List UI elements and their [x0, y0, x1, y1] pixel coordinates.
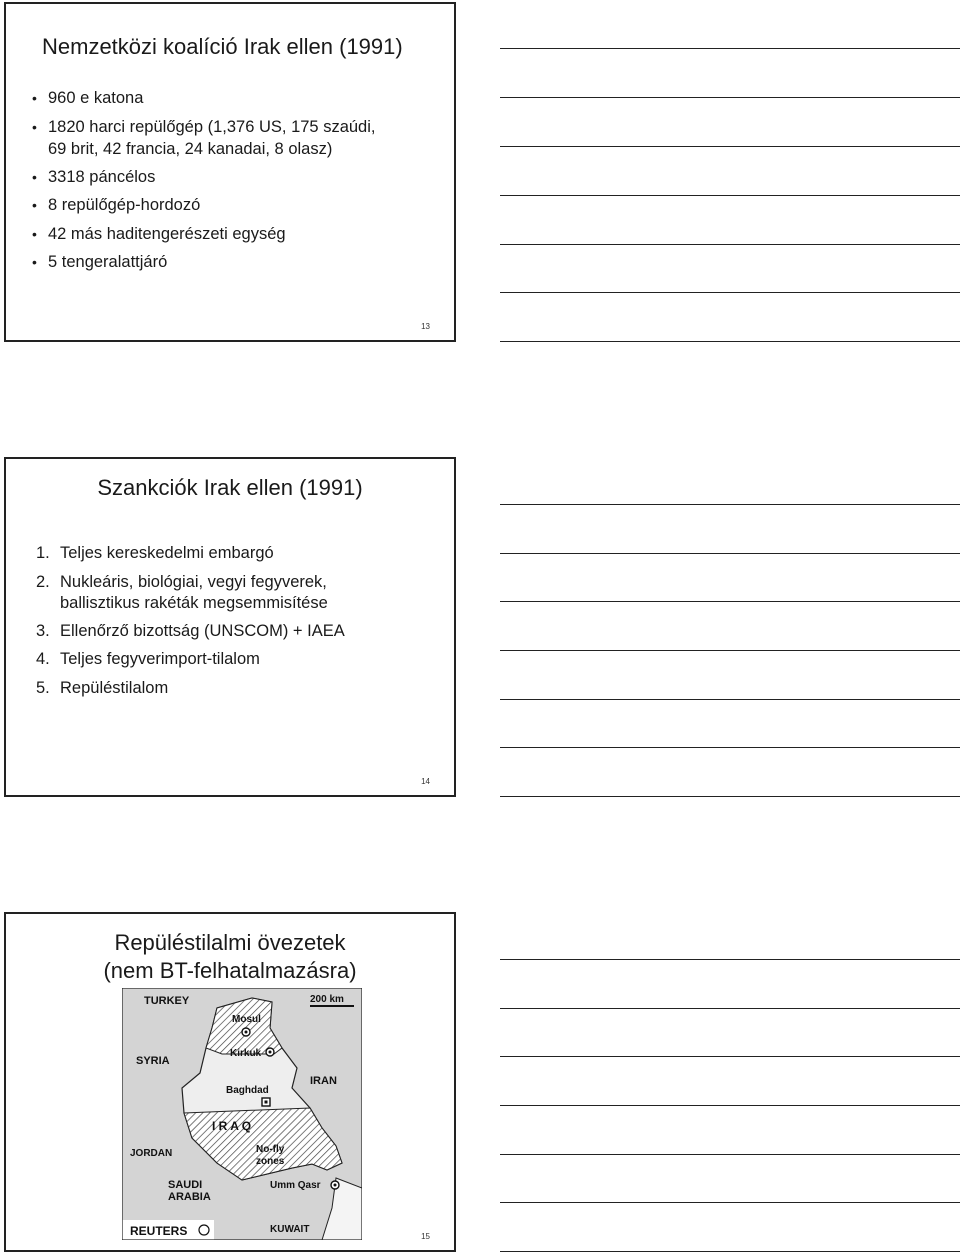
label-jordan: JORDAN	[130, 1148, 173, 1159]
slide-title: Szankciók Irak ellen (1991)	[97, 475, 363, 500]
bullet-list	[32, 84, 375, 277]
slide-title: Nemzetközi koalíció Irak ellen (1991)	[42, 34, 403, 59]
note-line	[500, 97, 960, 98]
note-line	[500, 48, 960, 49]
list-item: 1. Teljes kereskedelmi embargó	[36, 544, 274, 562]
list-item: • 960 e katona	[32, 84, 375, 113]
list-item: 5. Repüléstilalom	[36, 678, 169, 697]
list-item: • 5 tengeralattjáró	[32, 248, 375, 277]
page-number: 14	[421, 777, 430, 786]
note-line	[500, 1056, 960, 1057]
note-line	[500, 341, 960, 342]
label-baghdad: Baghdad	[226, 1085, 269, 1096]
label-saudi-2: ARABIA	[168, 1191, 211, 1203]
label-iraq: I R A Q	[212, 1119, 252, 1133]
note-line	[500, 699, 960, 700]
reuters-logo: REUTERS	[130, 1224, 188, 1238]
note-line	[500, 601, 960, 602]
label-iran: IRAN	[310, 1075, 337, 1087]
label-syria: SYRIA	[136, 1055, 170, 1067]
note-line	[500, 1154, 960, 1155]
bullet-icon: •	[32, 168, 37, 185]
note-line	[500, 796, 960, 797]
note-line	[500, 747, 960, 748]
umm-qasr-marker-dot-icon	[334, 1184, 337, 1187]
label-kuwait: KUWAIT	[270, 1224, 310, 1235]
mosul-marker-dot-icon	[245, 1031, 248, 1034]
note-line	[500, 1105, 960, 1106]
bullet-icon: •	[32, 254, 37, 270]
label-scale: 200 km	[310, 994, 344, 1005]
note-line	[500, 650, 960, 651]
note-line	[500, 553, 960, 554]
note-line	[500, 292, 960, 293]
list-item: 2. Nukleáris, biológiai, vegyi fegyverek, ballisztikus rakéták megsemmisítése	[36, 572, 328, 612]
slide-13	[4, 2, 456, 342]
list-item: 4. Teljes fegyverimport-tilalom	[36, 650, 260, 668]
list-item: • 42 más haditengerészeti egység	[32, 220, 375, 249]
bullet-icon: •	[32, 118, 37, 135]
note-line	[500, 1008, 960, 1009]
bullet-icon: •	[32, 197, 37, 213]
label-umm-qasr: Umm Qasr	[270, 1180, 321, 1191]
slide-15	[4, 912, 456, 1252]
bullet-icon: •	[32, 90, 37, 106]
list-item: 3. Ellenőrző bizottság (UNSCOM) + IAEA	[36, 621, 345, 640]
slide-title: Repüléstilalmi övezetek	[114, 930, 346, 955]
note-line	[500, 1202, 960, 1203]
note-line	[500, 1251, 960, 1252]
label-saudi-1: SAUDI	[168, 1179, 203, 1191]
slide-14	[4, 457, 456, 797]
page-number: 13	[421, 322, 430, 331]
numbered-list	[36, 539, 345, 702]
note-line	[500, 195, 960, 196]
list-item: • 8 repülőgép-hordozó	[32, 191, 375, 220]
page-number: 15	[421, 1232, 430, 1241]
label-kirkuk: Kirkuk	[230, 1048, 262, 1059]
label-mosul: Mosul	[232, 1014, 261, 1025]
note-line	[500, 244, 960, 245]
list-item: • 1820 harci repülőgép (1,376 US, 175 szaúdi, 69 brit, 42 francia, 24 kanadai, 8 olasz)	[32, 117, 376, 158]
note-line	[500, 146, 960, 147]
iraq-no-fly-zone-map	[122, 988, 362, 1240]
kirkuk-marker-dot-icon	[269, 1051, 272, 1054]
note-line	[500, 959, 960, 960]
bullet-icon: •	[32, 225, 37, 242]
slide-subtitle: (nem BT-felhatalmazásra)	[103, 958, 357, 983]
note-line	[500, 504, 960, 505]
baghdad-marker-dot-icon	[265, 1101, 268, 1104]
label-no-fly-1: No-fly	[256, 1144, 285, 1155]
list-item: • 3318 páncélos	[32, 163, 375, 192]
label-no-fly-2: zones	[256, 1156, 285, 1167]
label-turkey: TURKEY	[144, 995, 190, 1007]
